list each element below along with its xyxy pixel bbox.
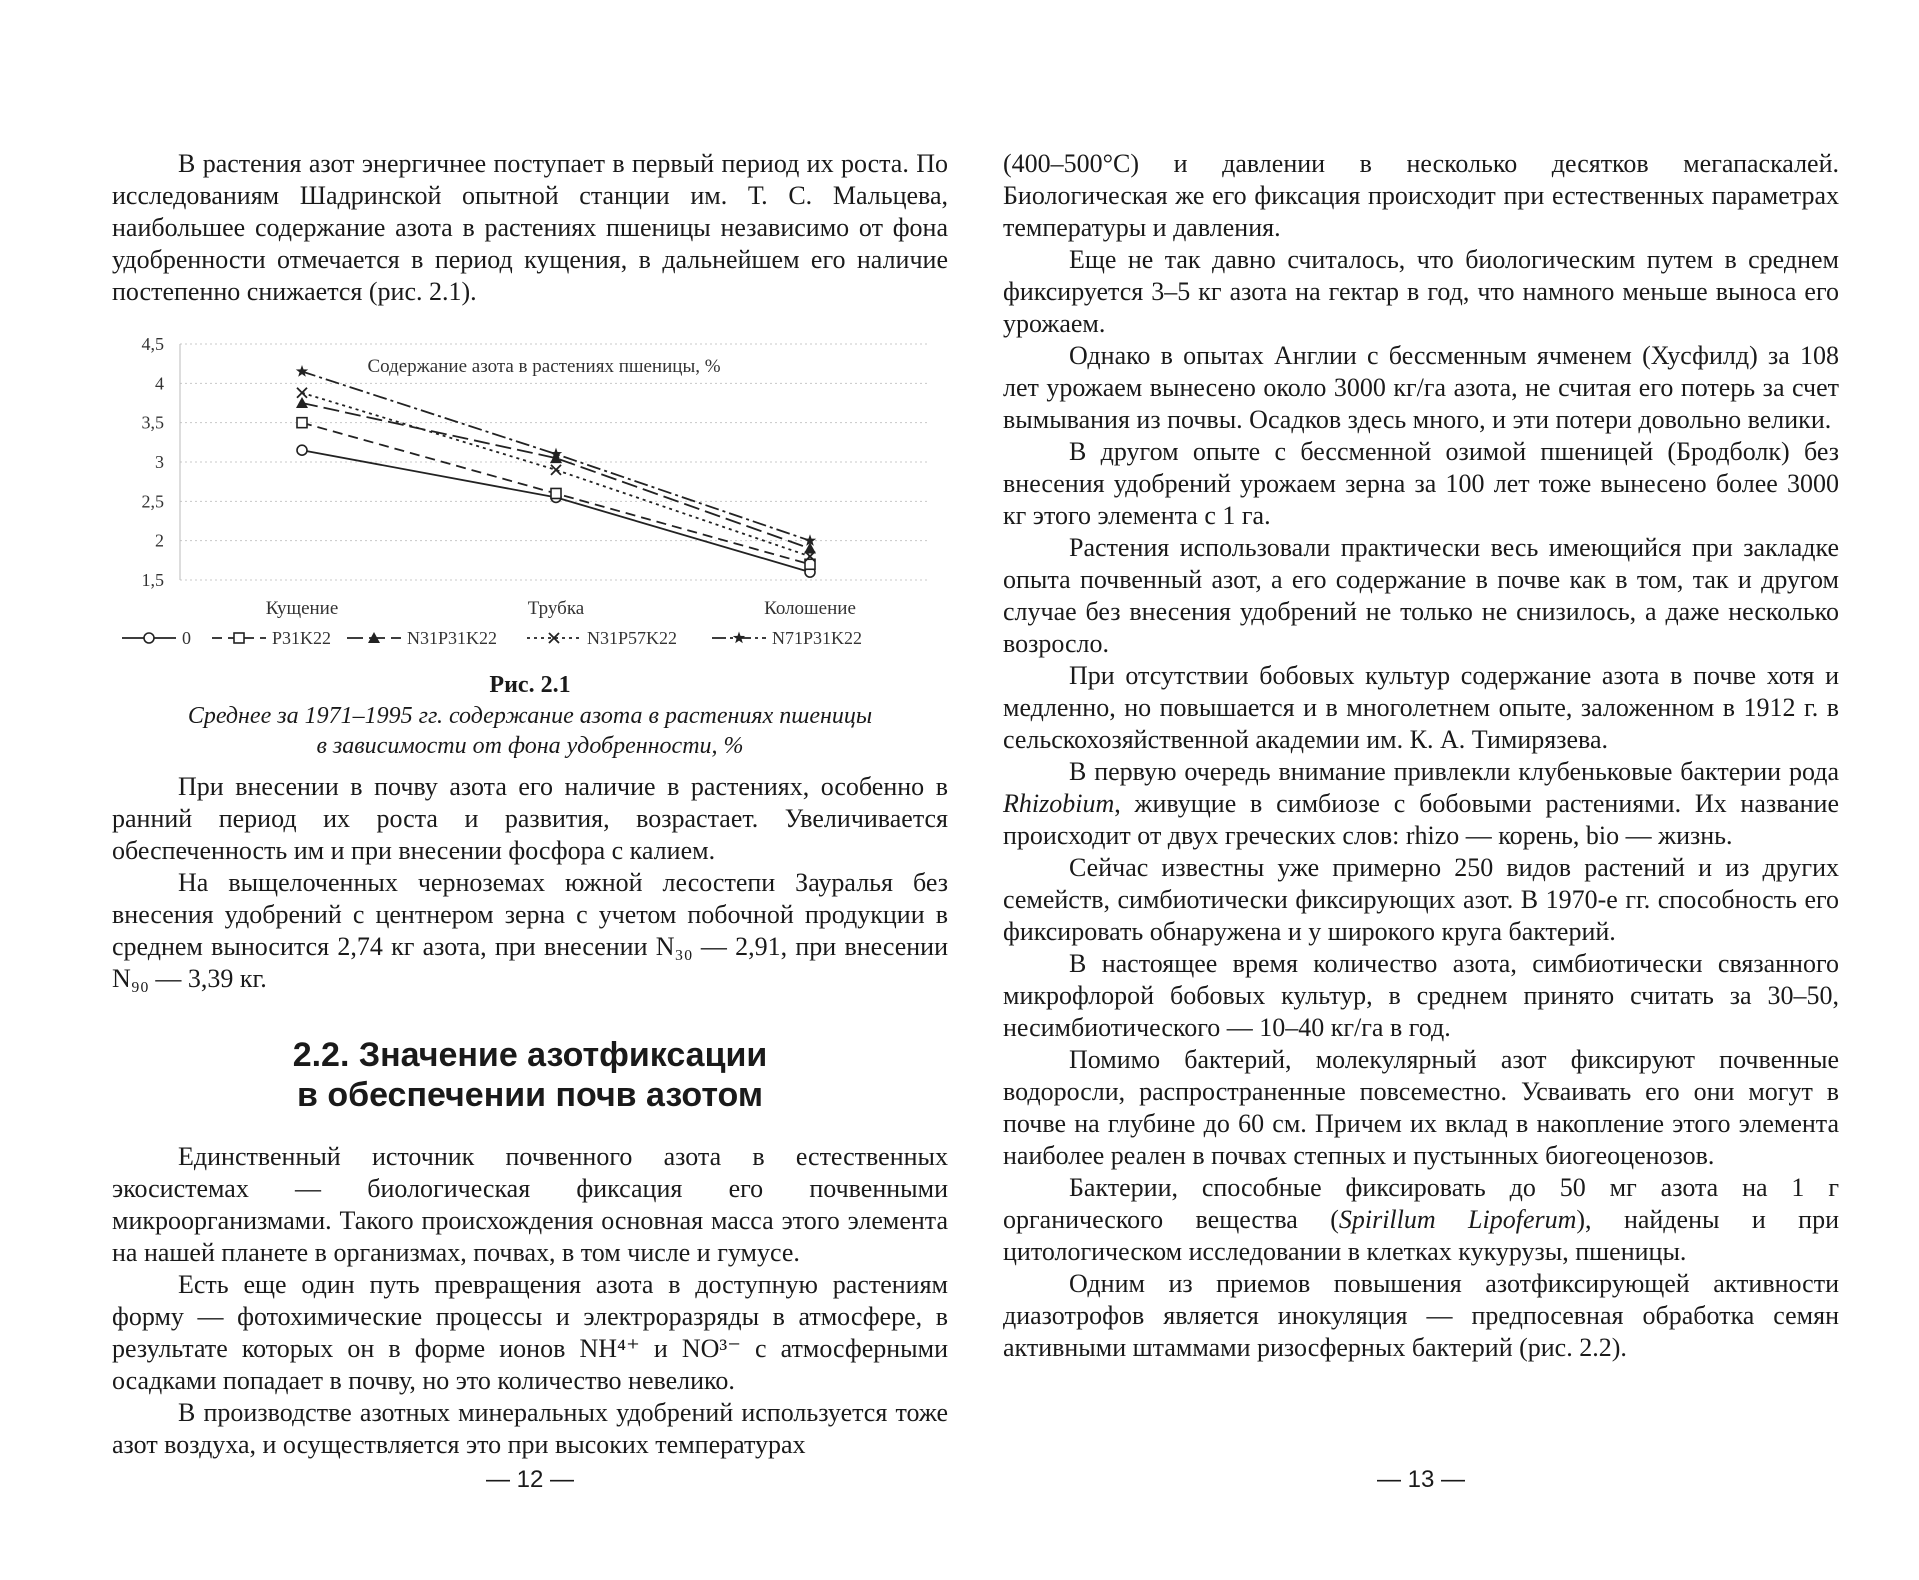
legend-marker-0 xyxy=(144,633,154,643)
left-paragraph-2: При внесении в почву азота его наличие в растениях, особенно в ранний период их роста и развития, возрастает. Увеличивается обеспеченность им и при внесении фосфора с калием. xyxy=(112,772,948,865)
data-point-p31k22 xyxy=(297,418,307,428)
data-point-n31p31k22 xyxy=(296,397,308,408)
legend-label-p31k22: P31K22 xyxy=(272,628,332,648)
data-point-0 xyxy=(297,445,307,455)
spirillum-term: Spirillum Lipoferum xyxy=(1338,1205,1577,1234)
data-point-n31p57k22 xyxy=(551,465,561,475)
right-paragraph-11 xyxy=(1003,1172,1839,1268)
left-paragraph-3: На выщелоченных черноземах южной лесостепи Зауралья без внесения удобрений с центнером зерна с учетом побочной продукции в среднем выносится 2,74 кг азота, при внесении N₃₀ — 2,91, при внесении N₉₀ — 3,39 кг. xyxy=(112,868,948,993)
x-tick-label: Колошение xyxy=(764,598,856,619)
left-paragraph-5: Есть еще один путь превращения азота в доступную растениям форму — фотохимические процессы и электроразряды в атмосфере, в результате которых он в форме ионов NH⁴⁺ и NO³⁻ с атмосферными осадками попадает в почву, но это количество невелико. xyxy=(112,1270,948,1395)
right-paragraph-6: При отсутствии бобовых культур содержание азота в почве хотя и медленно, но повышается и в многолетнем опыте, заложенном в 1912 г. в сельскохозяйственной академии им. К. А. Тимирязева. xyxy=(1003,661,1839,754)
right-paragraph-1: (400–500°С) и давлении в несколько десятков мегапаскалей. Биологическая же его фиксация происходит при естественных параметрах температуры и давления. xyxy=(1003,149,1839,242)
y-tick-label: 3,5 xyxy=(141,412,164,433)
y-tick-label: 3 xyxy=(155,452,164,472)
left-paragraph-1: В растения азот энергичнее поступает в первый период их роста. По исследованиям Шадринской опытной станции им. Т. С. Мальцева, наибольшее содержание азота в растениях пшеницы независимо от фона удобренности отмечается в период кущения, в дальнейшем его наличие постепенно снижается (рис. 2.1). xyxy=(112,149,948,306)
legend-label-n71p31k22: N71P31K22 xyxy=(772,628,863,648)
figure-caption xyxy=(112,701,948,761)
series-line-n31p57k22 xyxy=(302,393,810,557)
nitrogen-content-chart xyxy=(112,328,948,658)
right-paragraph-7 xyxy=(1003,756,1839,852)
right-paragraph-10: Помимо бактерий, молекулярный азот фиксируют почвенные водоросли, распространенные повсеместно. Усваивать его они могут в почве на глубине до 60 см. Причем их вклад в накопление этого элемента наиболее реален в почвах степных и пустынных биогеоценозов. xyxy=(1003,1045,1839,1170)
data-point-n71p31k22 xyxy=(296,365,308,377)
legend-marker-p31k22 xyxy=(234,633,244,643)
right-paragraph-2: Еще не так давно считалось, что биологическим путем в среднем фиксируется 3–5 кг азота на гектар в год, что намного меньше выноса его урожаем. xyxy=(1003,245,1839,338)
chart-series xyxy=(296,365,816,577)
chart-title: Содержание азота в растениях пшеницы, % xyxy=(367,356,721,377)
right-paragraph-7-text-b: , живущие в симбиозе с бобовыми растениями. Их название происходит от двух греческих слов: rhizo — корень, bio — жизнь. xyxy=(1003,789,1839,850)
data-point-n31p57k22 xyxy=(297,388,307,398)
series-line-n31p31k22 xyxy=(302,403,810,549)
y-tick-label: 4,5 xyxy=(141,334,164,354)
figure-label: Рис. 2.1 xyxy=(489,672,571,698)
page-number-right: — 13 — xyxy=(1376,1466,1466,1493)
legend-label-n31p31k22: N31P31K22 xyxy=(407,628,498,648)
right-paragraph-11-text-b: ), найдены и при цитологическом исследовании в клетках кукурузы, пшеницы. xyxy=(1003,1205,1839,1266)
left-paragraph-4: Единственный источник почвенного азота в естественных экосистемах — биологическая фиксация его почвенными микроорганизмами. Такого происхождения основная масса этого элемента на нашей планете в организмах, почвах, в том числе и гумусе. xyxy=(112,1142,948,1267)
y-tick-label: 1,5 xyxy=(141,570,164,590)
right-paragraph-12: Одним из приемов повышения азотфиксирующей активности диазотрофов является инокуляция — предпосевная обработка семян активными штаммами ризосферных бактерий (рис. 2.2). xyxy=(1003,1269,1839,1362)
legend-label-0: 0 xyxy=(182,628,191,648)
figure-caption-line-2: в зависимости от фона удобренности, % xyxy=(316,733,744,759)
left-page xyxy=(112,148,948,1461)
x-tick-label: Трубка xyxy=(527,598,585,619)
right-paragraph-5: Растения использовали практически весь имеющийся при закладке опыта почвенный азот, а его содержание в почве как в том, так и другом случае без внесения удобрений не только не снизилось, а даже несколько возросло. xyxy=(1003,533,1839,658)
right-paragraph-3: Однако в опытах Англии с бессменным ячменем (Хусфилд) за 108 лет урожаем вынесено около 3000 кг/га азота, не считая его потерь за счет вымывания из почвы. Осадков здесь много, и эти потери довольно велики. xyxy=(1003,341,1839,434)
right-page xyxy=(1003,148,1839,1364)
data-point-p31k22 xyxy=(551,488,561,498)
section-heading-line-2: в обеспечении почв азотом xyxy=(296,1076,764,1114)
figure-caption-line-1: Среднее за 1971–1995 гг. содержание азота в растениях пшеницы xyxy=(187,703,873,729)
left-paragraph-6: В производстве азотных минеральных удобрений используется тоже азот воздуха, и осуществляется это при высоких температурах xyxy=(112,1398,948,1459)
rhizobium-term: Rhizobium xyxy=(1003,789,1115,818)
y-tick-label: 2 xyxy=(155,530,164,551)
right-paragraph-8: Сейчас известны уже примерно 250 видов растений и из других семейств, симбиотически фиксирующих азот. В 1970-е гг. способность его фиксировать обнаружена и у широкого круга бактерий. xyxy=(1003,853,1839,946)
y-tick-label: 2,5 xyxy=(141,491,164,512)
right-paragraph-9: В настоящее время количество азота, симбиотически связанного микрофлорой бобовых культур, в среднем принято считать за 30–50, несимбиотического — 10–40 кг/га в год. xyxy=(1003,949,1839,1042)
figure-2-1 xyxy=(112,328,948,761)
chart-legend xyxy=(122,628,862,648)
y-tick-label: 4 xyxy=(155,373,164,394)
series-line-0 xyxy=(302,450,810,572)
page-number-left: — 12 — xyxy=(485,1466,575,1493)
legend-label-n31p57k22: N31P57K22 xyxy=(587,628,678,648)
legend-marker-n71p31k22 xyxy=(733,632,745,644)
x-tick-label: Кущение xyxy=(265,598,339,619)
right-paragraph-11-text-a: Бактерии, способные фиксировать до 50 мг азота на 1 г органического вещества ( xyxy=(1003,1173,1839,1234)
right-paragraph-4: В другом опыте с бессменной озимой пшеницей (Бродболк) без внесения удобрений урожаем зерна за 100 лет тоже вынесено более 3000 кг этого элемента с 1 га. xyxy=(1003,437,1839,530)
section-heading xyxy=(112,1035,948,1115)
section-heading-line-1: 2.2. Значение азотфиксации xyxy=(292,1036,768,1074)
right-paragraph-7-text-a: В первую очередь внимание привлекли клубеньковые бактерии рода xyxy=(1069,757,1839,786)
